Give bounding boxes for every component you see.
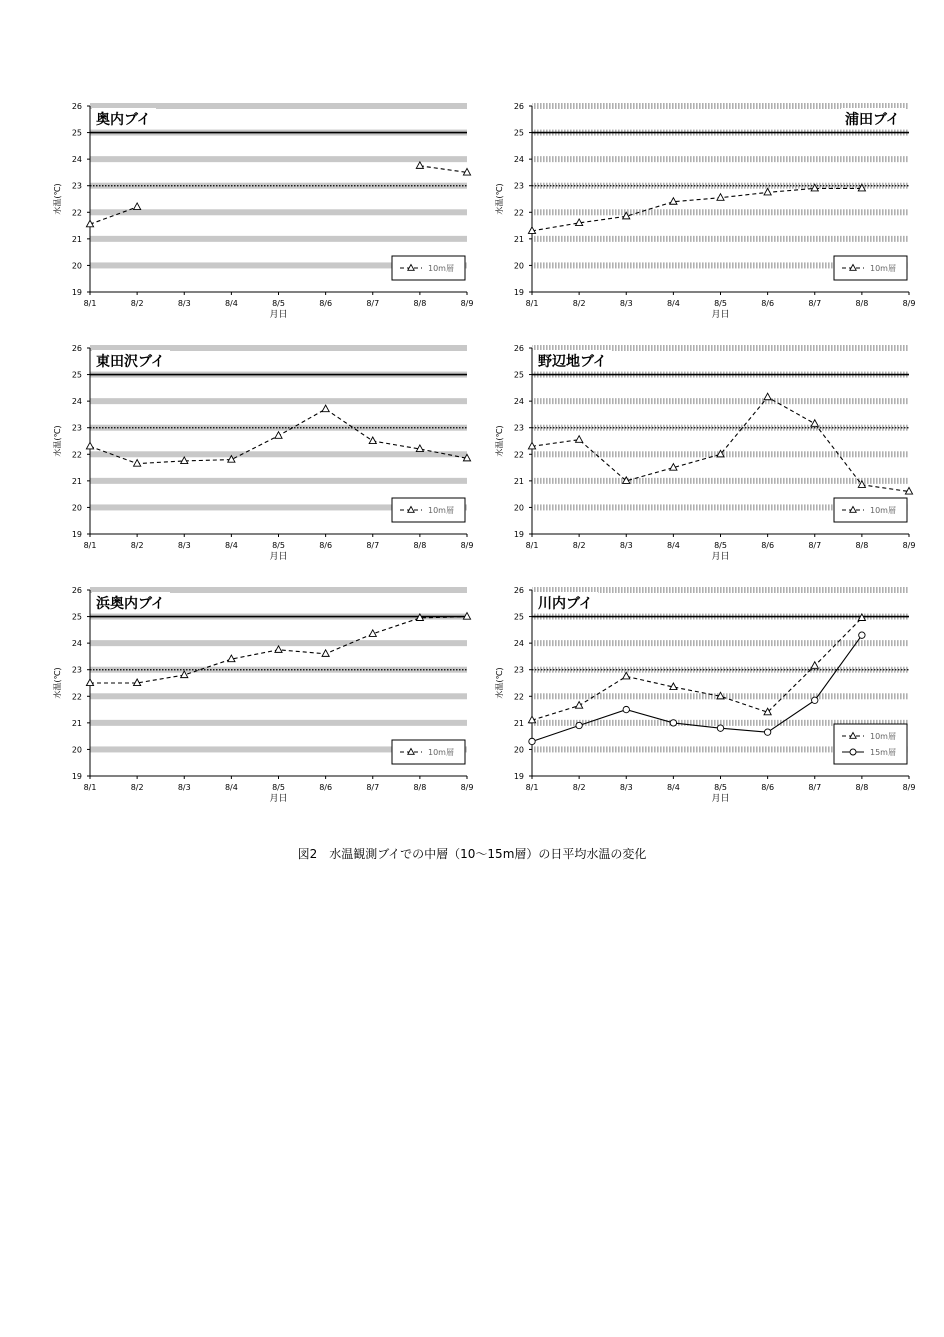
y-tick-label: 25: [513, 370, 524, 380]
grid-band: [532, 398, 909, 404]
x-tick-label: 8/1: [525, 541, 539, 550]
data-point-8/6: [764, 729, 770, 735]
y-tick-label: 20: [71, 503, 82, 513]
y-tick-label: 23: [513, 423, 524, 433]
x-tick-label: 8/1: [525, 299, 539, 308]
chart-panel-2: [494, 102, 915, 320]
chart-title: 川内ブイ: [538, 596, 593, 612]
data-point-8/1: [86, 442, 93, 449]
x-tick-label: 8/7: [808, 541, 822, 550]
x-tick-label: 8/3: [619, 783, 633, 792]
y-tick-label: 24: [71, 397, 82, 407]
y-tick-label: 21: [71, 476, 82, 486]
x-tick-label: 8/5: [714, 783, 727, 792]
x-tick-label: 8/5: [272, 541, 285, 550]
x-tick-label: 8/5: [272, 783, 285, 792]
y-tick-label: 23: [513, 665, 524, 675]
grid-band: [90, 478, 467, 484]
y-tick-label: 25: [71, 128, 82, 138]
grid-band: [90, 667, 467, 673]
data-point-8/5: [275, 432, 282, 439]
grid-band: [90, 720, 467, 726]
y-tick-label: 20: [513, 745, 524, 755]
x-tick-label: 8/2: [130, 541, 144, 550]
data-point-8/2: [134, 203, 141, 210]
y-tick-label: 24: [71, 155, 82, 165]
x-tick-label: 8/3: [177, 299, 191, 308]
grid-band: [532, 236, 909, 242]
x-tick-label: 8/1: [83, 541, 97, 550]
y-axis-label: 水温(℃): [495, 183, 504, 215]
legend-label: 15m層: [870, 748, 896, 757]
data-point-8/2: [576, 722, 582, 728]
data-point-8/2: [576, 702, 583, 709]
x-axis-label: 月日: [269, 794, 288, 804]
x-tick-label: 8/4: [666, 299, 680, 308]
legend-label: 10m層: [428, 748, 454, 757]
x-tick-label: 8/2: [572, 299, 586, 308]
y-tick-label: 23: [513, 181, 524, 191]
y-tick-label: 20: [513, 261, 524, 271]
x-tick-label: 8/7: [366, 783, 380, 792]
y-tick-label: 19: [71, 530, 82, 539]
x-tick-label: 8/5: [714, 299, 727, 308]
grid-band: [532, 183, 909, 189]
grid-band: [532, 640, 909, 646]
grid-band: [90, 425, 467, 431]
y-tick-label: 24: [513, 639, 524, 649]
x-tick-label: 8/3: [177, 541, 191, 550]
data-point-8/7: [811, 662, 818, 669]
data-point-8/1: [529, 738, 535, 744]
data-point-8/5: [275, 646, 282, 653]
grid-band: [90, 156, 467, 162]
data-point-8/8: [416, 162, 423, 169]
x-tick-label: 8/4: [224, 541, 238, 550]
x-tick-label: 8/2: [572, 541, 586, 550]
data-point-8/3: [623, 706, 629, 712]
x-tick-label: 8/8: [855, 783, 869, 792]
legend-label: 10m層: [428, 506, 454, 515]
data-point-8/7: [369, 437, 376, 444]
x-tick-label: 8/8: [413, 541, 427, 550]
x-axis-label: 月日: [711, 552, 730, 562]
grid-band: [532, 478, 909, 484]
x-tick-label: 8/8: [413, 783, 427, 792]
x-tick-label: 8/9: [460, 783, 474, 792]
x-axis-label: 月日: [711, 794, 730, 804]
x-tick-label: 8/6: [761, 541, 775, 550]
x-tick-label: 8/6: [761, 783, 775, 792]
x-tick-label: 8/3: [619, 541, 633, 550]
grid-band: [90, 183, 467, 189]
x-tick-label: 8/9: [460, 541, 474, 550]
data-point-8/5: [717, 725, 723, 731]
x-tick-label: 8/7: [366, 299, 380, 308]
data-point-8/6: [764, 188, 771, 195]
y-tick-label: 26: [513, 586, 524, 595]
chart-title: 奥内ブイ: [96, 112, 151, 128]
y-tick-label: 21: [513, 476, 524, 486]
y-tick-label: 22: [71, 450, 82, 460]
y-tick-label: 20: [513, 503, 524, 513]
x-tick-label: 8/2: [130, 783, 144, 792]
x-tick-label: 8/5: [272, 299, 285, 308]
data-point-8/3: [623, 672, 630, 679]
x-tick-label: 8/6: [761, 299, 775, 308]
grid-band: [90, 236, 467, 242]
y-tick-label: 24: [513, 155, 524, 165]
chart-title: 野辺地ブイ: [538, 354, 607, 370]
legend-label: 10m層: [870, 506, 896, 515]
y-tick-label: 19: [71, 772, 82, 781]
x-tick-label: 8/9: [902, 783, 916, 792]
x-tick-label: 8/1: [83, 299, 97, 308]
y-axis-label: 水温(℃): [495, 425, 504, 457]
x-tick-label: 8/6: [319, 783, 333, 792]
y-tick-label: 24: [513, 397, 524, 407]
y-tick-label: 25: [513, 612, 524, 622]
chart-panel-1: [52, 102, 473, 320]
x-tick-label: 8/4: [224, 299, 238, 308]
x-tick-label: 8/7: [808, 783, 822, 792]
y-tick-label: 19: [513, 288, 524, 297]
chart-panel-3: [52, 344, 473, 562]
series-line-1: [420, 166, 467, 173]
y-tick-label: 25: [71, 612, 82, 622]
data-point-8/5: [717, 194, 724, 201]
data-point-8/2: [576, 436, 583, 443]
x-tick-label: 8/5: [714, 541, 727, 550]
legend-label: 10m層: [870, 264, 896, 273]
x-tick-label: 8/3: [619, 299, 633, 308]
chart-panel-6: [494, 586, 915, 804]
grid-band: [532, 425, 909, 431]
x-tick-label: 8/1: [525, 783, 539, 792]
y-tick-label: 26: [71, 344, 82, 353]
data-point-8/4: [670, 720, 676, 726]
x-tick-label: 8/7: [366, 541, 380, 550]
chart-panel-5: [52, 586, 473, 804]
x-tick-label: 8/3: [177, 783, 191, 792]
y-tick-label: 20: [71, 261, 82, 271]
x-tick-label: 8/4: [666, 783, 680, 792]
y-tick-label: 22: [71, 692, 82, 702]
data-point-8/6: [322, 405, 329, 412]
grid-band: [532, 209, 909, 215]
y-tick-label: 25: [513, 128, 524, 138]
x-tick-label: 8/2: [130, 299, 144, 308]
grid-band: [90, 451, 467, 457]
grid-band: [90, 693, 467, 699]
y-tick-label: 26: [513, 102, 524, 111]
y-tick-label: 22: [513, 208, 524, 218]
grid-band: [90, 209, 467, 215]
x-tick-label: 8/8: [855, 541, 869, 550]
x-tick-label: 8/6: [319, 299, 333, 308]
chart-title: 浜奥内ブイ: [96, 596, 165, 612]
y-tick-label: 26: [513, 344, 524, 353]
y-tick-label: 25: [71, 370, 82, 380]
x-tick-label: 8/8: [413, 299, 427, 308]
y-tick-label: 21: [71, 718, 82, 728]
y-tick-label: 23: [71, 423, 82, 433]
y-tick-label: 22: [71, 208, 82, 218]
legend-label: 10m層: [870, 732, 896, 741]
data-point-8/8: [859, 632, 865, 638]
data-point-8/3: [181, 457, 188, 464]
y-tick-label: 23: [71, 665, 82, 675]
y-tick-label: 23: [71, 181, 82, 191]
x-tick-label: 8/8: [855, 299, 869, 308]
data-point-8/6: [322, 650, 329, 657]
data-point-8/7: [369, 630, 376, 637]
y-tick-label: 22: [513, 692, 524, 702]
y-tick-label: 26: [71, 586, 82, 595]
data-point-8/7: [812, 697, 818, 703]
chart-title: 東田沢ブイ: [96, 354, 165, 370]
x-tick-label: 8/4: [224, 783, 238, 792]
legend-marker: [850, 749, 856, 755]
y-tick-label: 22: [513, 450, 524, 460]
y-tick-label: 21: [71, 234, 82, 244]
y-axis-label: 水温(℃): [53, 667, 62, 699]
x-tick-label: 8/2: [572, 783, 586, 792]
y-axis-label: 水温(℃): [495, 667, 504, 699]
y-tick-label: 21: [513, 234, 524, 244]
grid-band: [532, 667, 909, 673]
chart-title: 浦田ブイ: [845, 112, 900, 128]
x-tick-label: 8/7: [808, 299, 822, 308]
legend-box: [834, 724, 907, 764]
x-tick-label: 8/6: [319, 541, 333, 550]
data-point-8/7: [811, 420, 818, 427]
y-tick-label: 24: [71, 639, 82, 649]
y-tick-label: 19: [71, 288, 82, 297]
x-tick-label: 8/9: [902, 299, 916, 308]
x-axis-label: 月日: [269, 552, 288, 562]
series-line-1: [532, 397, 909, 491]
x-axis-label: 月日: [711, 310, 730, 320]
figure-caption: 図2 水温観測ブイでの中層（10〜15m層）の日平均水温の変化: [297, 847, 647, 861]
x-tick-label: 8/9: [902, 541, 916, 550]
data-point-8/1: [86, 679, 93, 686]
grid-band: [532, 156, 909, 162]
data-point-8/2: [134, 460, 141, 467]
y-axis-label: 水温(℃): [53, 183, 62, 215]
data-point-8/6: [764, 393, 771, 400]
y-tick-label: 21: [513, 718, 524, 728]
y-tick-label: 26: [71, 102, 82, 111]
x-tick-label: 8/4: [666, 541, 680, 550]
y-tick-label: 19: [513, 772, 524, 781]
y-tick-label: 20: [71, 745, 82, 755]
x-axis-label: 月日: [269, 310, 288, 320]
x-tick-label: 8/1: [83, 783, 97, 792]
grid-band: [90, 398, 467, 404]
y-tick-label: 19: [513, 530, 524, 539]
x-tick-label: 8/9: [460, 299, 474, 308]
chart-panel-4: [494, 344, 915, 562]
legend-label: 10m層: [428, 264, 454, 273]
y-axis-label: 水温(℃): [53, 425, 62, 457]
